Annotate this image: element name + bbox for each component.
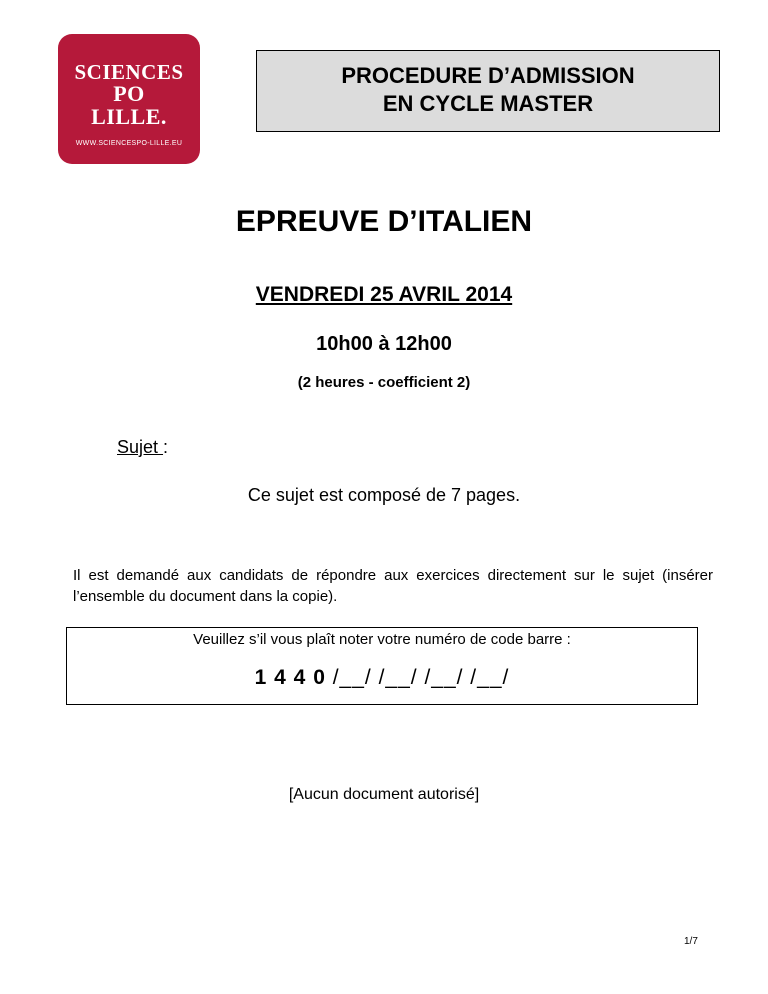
exam-date: VENDREDI 25 AVRIL 2014 [255,283,513,306]
document-note: [Aucun document autorisé] [288,786,480,803]
barcode-box [66,627,698,705]
logo-line-3: LILLE. [91,104,167,129]
header-line-2: EN CYCLE MASTER [382,91,594,116]
exam-time: 10h00 à 12h00 [316,333,452,355]
page-number: 1/7 [684,936,698,947]
header-box [256,50,720,132]
header-line-1: PROCEDURE D’ADMISSION [341,63,635,88]
logo-line-1: SCIENCES [74,60,184,84]
sujet-label: Sujet [117,437,164,457]
logo-url: WWW.SCIENCESPO-LILLE.EU [75,140,183,147]
instructions: Il est demandé aux candidats de répondre aux exercices directement sur le sujet (insérer l’ensemble du document dans la copie). [73,567,713,605]
exam-date-wrap [0,283,768,307]
exam-title: EPREUVE D’ITALIEN [235,205,533,238]
sciences-po-lille-logo [58,34,200,164]
sujet-heading [117,437,168,458]
barcode-value [67,666,697,690]
barcode-label: Veuillez s’il vous plaît noter votre numéro de code barre : [193,631,571,648]
exam-coefficient: (2 heures - coefficient 2) [297,374,471,391]
barcode-prefix: 1 4 4 0 [254,666,326,689]
pages-info: Ce sujet est composé de 7 pages. [247,485,521,505]
logo-line-2: PO [113,81,145,106]
sujet-colon: : [163,437,169,457]
barcode-blanks: /__/ /__/ /__/ /__/ [325,666,510,689]
